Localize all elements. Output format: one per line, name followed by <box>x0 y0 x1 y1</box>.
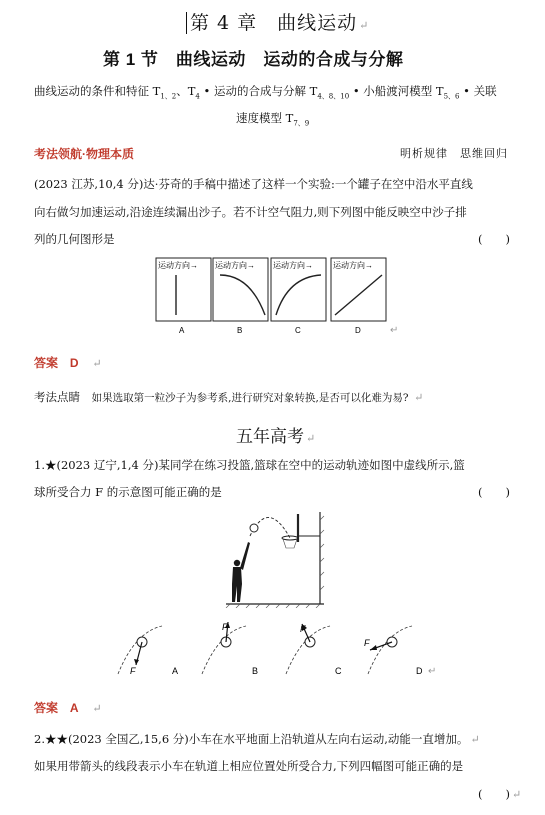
svg-text:B: B <box>237 326 243 335</box>
svg-text:运动方向→: 运动方向→ <box>273 261 313 270</box>
svg-text:↵: ↵ <box>390 325 399 336</box>
q1-answer-blank: ( ) <box>478 485 510 499</box>
q0-figure <box>150 255 400 337</box>
q1-option-a <box>118 626 178 676</box>
q0-option-b-graph <box>213 258 268 335</box>
section-header-left: 考法领航·物理本质 <box>34 147 134 161</box>
player-icon <box>232 542 250 602</box>
svg-text:D: D <box>355 326 361 335</box>
five-year-heading: 五年高考 ↵ <box>236 427 316 447</box>
q0-answer-blank: ( ) <box>478 232 510 246</box>
chapter-title: 第 4 章 曲线运动 ↵ <box>186 8 369 35</box>
svg-text:A: A <box>172 666 179 676</box>
topics-line-1: 曲线运动的条件和特征 $T_{1、2}$、$T_4$ • 运动的合成与分解 $T_{4、8、10}$ • 小船渡河模型 $T_{5、6}$ • 关联 <box>34 84 497 101</box>
q1-line-2: 球所受合力 F 的示意图可能正确的是 <box>34 485 222 499</box>
svg-text:运动方向→: 运动方向→ <box>158 261 198 270</box>
section-title: 第 1 节 曲线运动 运动的合成与分解 <box>103 50 404 69</box>
svg-text:D: D <box>416 666 423 676</box>
q0-line-1: (2023 江苏,10,4 分)达·芬奇的手稿中描述了这样一个实验:一个罐子在空中沿水平直线 <box>34 177 473 191</box>
svg-text:C: C <box>335 666 342 676</box>
q1-option-d <box>364 626 423 676</box>
q1-answer: 答案 A ↵ <box>34 701 102 715</box>
q1-basketball-figure <box>220 506 340 608</box>
svg-text:↵: ↵ <box>428 666 437 677</box>
svg-text:运动方向→: 运动方向→ <box>215 261 255 270</box>
q1-option-c <box>286 624 342 676</box>
q2-line-1: 2.★★(2023 全国乙,15,6 分)小车在水平地面上沿轨道从左向右运动,动能一直增加。 ↵ <box>34 732 480 746</box>
svg-text:B: B <box>252 666 259 676</box>
svg-text:C: C <box>295 326 301 335</box>
svg-text:运动方向→: 运动方向→ <box>333 261 373 270</box>
svg-text:A: A <box>179 326 185 335</box>
q2-answer-blank: ( ) ↵ <box>478 787 522 801</box>
q0-answer: 答案 D ↵ <box>34 356 102 370</box>
bullet-icon: • <box>203 84 211 98</box>
tip-line: 考法点睛 如果选取第一粒沙子为参考系,进行研究对象转换,是否可以化难为易? ↵ <box>34 391 424 404</box>
svg-text:F: F <box>222 622 228 632</box>
bullet-icon: • <box>352 84 360 98</box>
q0-option-a-graph <box>156 258 211 335</box>
section-header-right: 明析规律 思维回归 <box>400 147 508 160</box>
q0-option-d-graph <box>331 258 386 335</box>
q0-line-2: 向右做匀加速运动,沿途连续漏出沙子。若不计空气阻力,则下列图中能反映空中沙子排 <box>34 205 467 219</box>
svg-text:F: F <box>300 624 306 634</box>
q1-option-b <box>202 622 258 676</box>
q1-options-figure <box>110 620 440 682</box>
chapter-title-text: 第 4 章 曲线运动 <box>186 12 357 34</box>
q2-line-2: 如果用带箭头的线段表示小车在轨道上相应位置处所受合力,下列四幅图可能正确的是 <box>34 759 464 773</box>
q1-line-1: 1.★(2023 辽宁,1,4 分)某同学在练习投篮,篮球在空中的运动轨迹如图中虚线所示,篮 <box>34 458 465 472</box>
bullet-icon: • <box>463 84 470 98</box>
svg-text:F: F <box>364 638 370 648</box>
q0-line-3: 列的几何图形是 <box>34 232 115 246</box>
q0-option-c-graph <box>271 258 326 335</box>
topics-line-2: 速度模型 $T_{7、9}$ <box>236 111 310 128</box>
svg-text:F: F <box>130 666 136 676</box>
